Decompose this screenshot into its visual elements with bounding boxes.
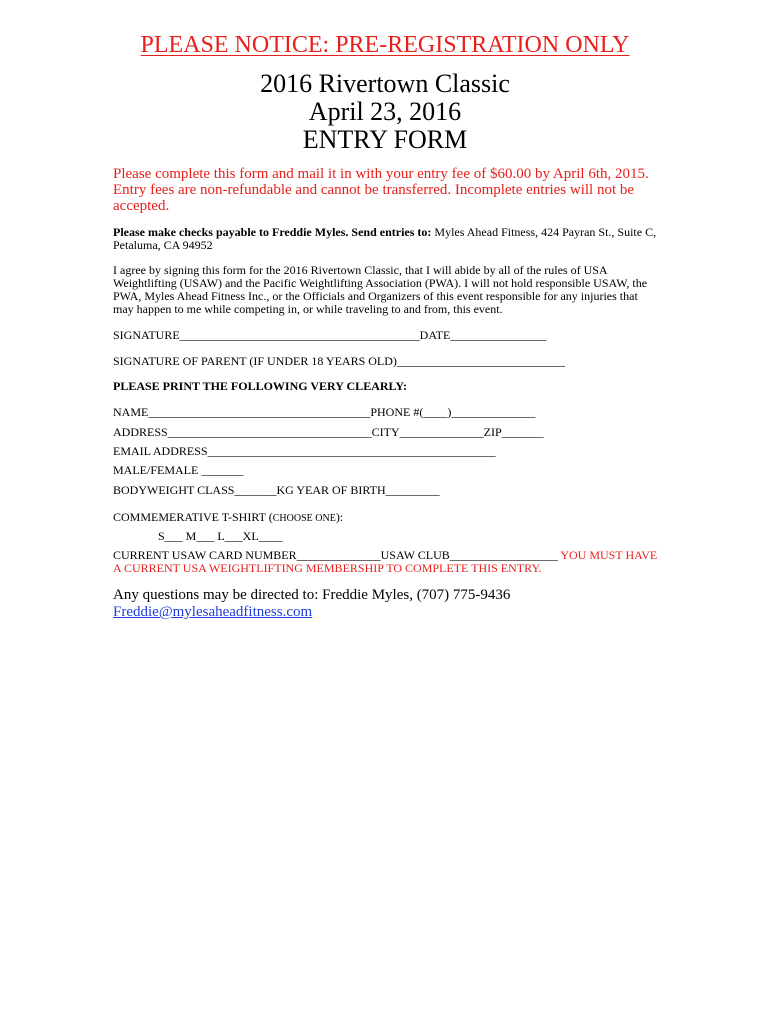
tshirt-choose-one: CHOOSE ONE <box>272 513 336 524</box>
pre-registration-notice: PLEASE NOTICE: PRE-REGISTRATION ONLY <box>140 32 630 58</box>
bodyweight-birthyear-field[interactable]: BODYWEIGHT CLASS_______KG YEAR OF BIRTH_________ <box>113 483 440 497</box>
address-city-zip-field[interactable]: ADDRESS__________________________________CITY______________ZIP_______ <box>113 425 544 439</box>
form-title: ENTRY FORM <box>302 125 468 154</box>
usaw-card-field[interactable] <box>113 549 658 575</box>
tshirt-label-text: COMMEMERATIVE T-SHIRT ( <box>113 510 273 524</box>
membership-warning: YOU MUST HAVE A CURRENT USA WEIGHTLIFTING MEMBERSHIP TO COMPLETE THIS ENTRY. <box>113 548 658 575</box>
mailing-address: Myles Ahead Fitness, 424 Payran St., Suite C, Petaluma, CA 94952 <box>113 225 657 252</box>
usaw-card-club-text: CURRENT USAW CARD NUMBER______________USAW CLUB__________________ <box>113 548 558 562</box>
intro-instructions: Please complete this form and mail it in with your entry fee of $60.00 by April 6th, 2015. Entry fees are non-refundable and cannot be transferred. Incomplete entries will not be accepted. <box>113 166 649 214</box>
contact-questions: Any questions may be directed to: Freddie Myles, (707) 775-9436 <box>113 587 511 603</box>
event-title: 2016 Rivertown Classic <box>260 69 510 98</box>
gender-field[interactable]: MALE/FEMALE _______ <box>113 463 244 477</box>
signature-date-field[interactable]: SIGNATURE________________________________________DATE________________ <box>113 328 547 342</box>
tshirt-size-field[interactable]: S___ M___ L___XL____ <box>158 529 283 543</box>
contact-email-link[interactable]: Freddie@mylesaheadfitness.com <box>113 604 313 620</box>
print-clearly-heading: PLEASE PRINT THE FOLLOWING VERY CLEARLY: <box>113 379 407 393</box>
payment-instructions <box>113 226 658 252</box>
tshirt-label-end: ): <box>335 510 344 524</box>
tshirt-label <box>113 510 343 526</box>
payment-instructions-bold: Please make checks payable to Freddie Myles. Send entries to: <box>113 225 432 239</box>
email-field[interactable]: EMAIL ADDRESS________________________________________________ <box>113 444 496 458</box>
liability-agreement: I agree by signing this form for the 2016 Rivertown Classic, that I will abide by all of the rules of USA Weightlifting (USAW) and the Pacific Weightlifting Association (PWA). I will not hold responsible USAW, the PWA, Myles Ahead Fitness Inc., or the Officials and Organizers of this event responsible for any injuries that may happen to me while competing in, or while traveling to and from, this event. <box>113 263 648 316</box>
event-date: April 23, 2016 <box>308 97 462 126</box>
parent-signature-field[interactable]: SIGNATURE OF PARENT (IF UNDER 18 YEARS OLD)____________________________ <box>113 354 565 368</box>
name-phone-field[interactable]: NAME_____________________________________PHONE #(____)______________ <box>113 405 536 419</box>
